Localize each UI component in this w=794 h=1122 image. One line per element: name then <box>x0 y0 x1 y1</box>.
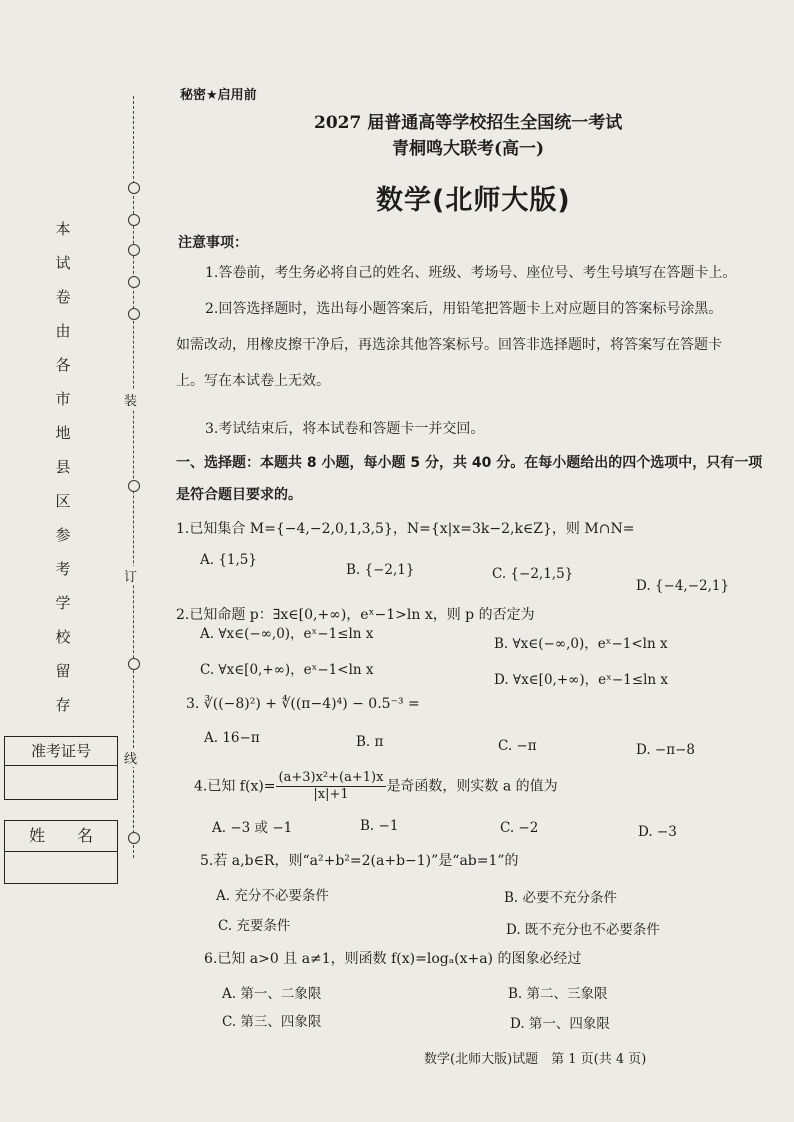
question-1-option-c: C. {−2,1,5} <box>492 566 574 582</box>
notice-item-3: 3.考试结束后，将本试卷和答题卡一并交回。 <box>205 421 485 437</box>
question-4-fraction <box>276 770 387 803</box>
binding-hole <box>128 182 140 194</box>
side-note-char: 本 <box>55 220 71 238</box>
question-2-option-c: C. ∀x∈[0,+∞)，eˣ−1<ln x <box>200 662 374 678</box>
question-5-stem: 5.若 a,b∈R，则“a²+b²=2(a+b−1)”是“ab=1”的 <box>200 853 519 869</box>
question-3-option-b: B. π <box>356 734 384 750</box>
question-1-stem: 1.已知集合 M={−4,−2,0,1,3,5}，N={x|x=3k−2,k∈Z}，则 M∩N= <box>176 521 635 537</box>
question-4-option-b: B. −1 <box>360 818 399 834</box>
fold-word-ding: 订 <box>124 566 137 585</box>
binding-hole <box>128 832 140 844</box>
question-3-option-d: D. −π−8 <box>636 742 696 758</box>
side-note-char: 校 <box>55 628 71 646</box>
subject-title: 数学(北师大版) <box>376 185 571 216</box>
question-6-option-a: A. 第一、二象限 <box>222 986 322 1002</box>
question-4-stem <box>194 770 558 803</box>
side-note-char: 学 <box>55 594 71 612</box>
binding-hole <box>128 658 140 670</box>
side-note-char: 由 <box>55 322 71 340</box>
fold-word-zhuang: 装 <box>124 390 137 409</box>
question-6-stem: 6.已知 a>0 且 a≠1，则函数 f(x)=logₐ(x+a) 的图象必经过 <box>204 951 582 967</box>
notice-item-2: 2.回答选择题时，选出每小题答案后，用铅笔把答题卡上对应题目的答案标号涂黑。 <box>205 301 723 317</box>
side-note-char: 考 <box>55 560 71 578</box>
page-footer: 数学(北师大版)试题 第 1 页(共 4 页) <box>424 1052 647 1067</box>
side-note-char: 留 <box>55 662 71 680</box>
section-heading-cont: 是符合题目要求的。 <box>176 487 302 503</box>
secret-label: 秘密★启用前 <box>180 88 257 103</box>
question-1-option-a: A. {1,5} <box>200 552 257 568</box>
question-4-numerator: (a+3)x²+(a+1)x <box>276 770 387 787</box>
side-note-char: 参 <box>55 526 71 544</box>
question-4-option-a: A. −3 或 −1 <box>212 820 293 836</box>
exam-subtitle: 青桐鸣大联考(高一) <box>392 139 545 159</box>
binding-hole <box>128 308 140 320</box>
question-4-option-c: C. −2 <box>500 820 539 836</box>
fold-word-xian: 线 <box>124 748 137 767</box>
notice-item-2-end: 上。写在本试卷上无效。 <box>176 373 330 389</box>
exam-number-box[interactable] <box>4 736 118 800</box>
question-1-option-d: D. {−4,−2,1} <box>636 578 730 594</box>
question-5-option-b: B. 必要不充分条件 <box>504 890 618 906</box>
side-note-char: 地 <box>55 424 71 442</box>
notice-heading: 注意事项： <box>178 235 248 251</box>
side-note-char: 区 <box>55 492 71 510</box>
side-note-char: 试 <box>55 254 71 272</box>
side-note-char: 存 <box>55 696 71 714</box>
name-label: 姓 名 <box>5 821 117 852</box>
question-6-option-b: B. 第二、三象限 <box>508 986 608 1002</box>
side-note-char: 市 <box>55 390 71 408</box>
section-heading: 一、选择题：本题共 8 小题，每小题 5 分，共 40 分。在每小题给出的四个选项中，只有一项 <box>176 455 763 471</box>
question-4-suffix: 是奇函数，则实数 a 的值为 <box>386 778 558 795</box>
binding-hole <box>128 244 140 256</box>
question-6-option-c: C. 第三、四象限 <box>222 1014 322 1030</box>
question-5-option-c: C. 充要条件 <box>218 918 291 934</box>
binding-hole <box>128 214 140 226</box>
question-3-stem: 3. ∛((−8)²) + ∜((π−4)⁴) − 0.5⁻³ = <box>186 696 420 712</box>
notice-item-1: 1.答卷前，考生务必将自己的姓名、班级、考场号、座位号、考生号填写在答题卡上。 <box>205 265 737 281</box>
binding-fold-line <box>133 96 134 858</box>
exam-number-label: 准考证号 <box>5 737 117 766</box>
question-5-option-a: A. 充分不必要条件 <box>216 888 329 904</box>
side-note-char: 县 <box>55 458 71 476</box>
question-1-option-b: B. {−2,1} <box>346 562 415 578</box>
question-2-option-b: B. ∀x∈(−∞,0)，eˣ−1<ln x <box>494 636 668 652</box>
question-4-option-d: D. −3 <box>638 824 677 840</box>
question-4-denominator: |x|+1 <box>313 787 349 802</box>
question-6-option-d: D. 第一、四象限 <box>510 1016 610 1032</box>
question-4-prefix: 4.已知 f(x)= <box>194 778 276 795</box>
question-5-option-d: D. 既不充分也不必要条件 <box>506 922 660 938</box>
question-2-option-d: D. ∀x∈[0,+∞)，eˣ−1≤ln x <box>494 672 668 688</box>
notice-item-2-cont: 如需改动，用橡皮擦干净后，再选涂其他答案标号。回答非选择题时，将答案写在答题卡 <box>176 337 722 353</box>
question-2-option-a: A. ∀x∈(−∞,0)，eˣ−1≤ln x <box>200 626 374 642</box>
exam-title: 2027 届普通高等学校招生全国统一考试 <box>314 113 623 133</box>
question-3-option-c: C. −π <box>498 738 537 754</box>
question-3-option-a: A. 16−π <box>204 730 260 746</box>
name-box[interactable] <box>4 820 118 884</box>
side-note-char: 卷 <box>55 288 71 306</box>
side-note-char: 各 <box>55 356 71 374</box>
binding-hole <box>128 480 140 492</box>
question-2-stem: 2.已知命题 p：∃x∈[0,+∞)，eˣ−1>ln x，则 p 的否定为 <box>176 607 535 623</box>
binding-hole <box>128 276 140 288</box>
